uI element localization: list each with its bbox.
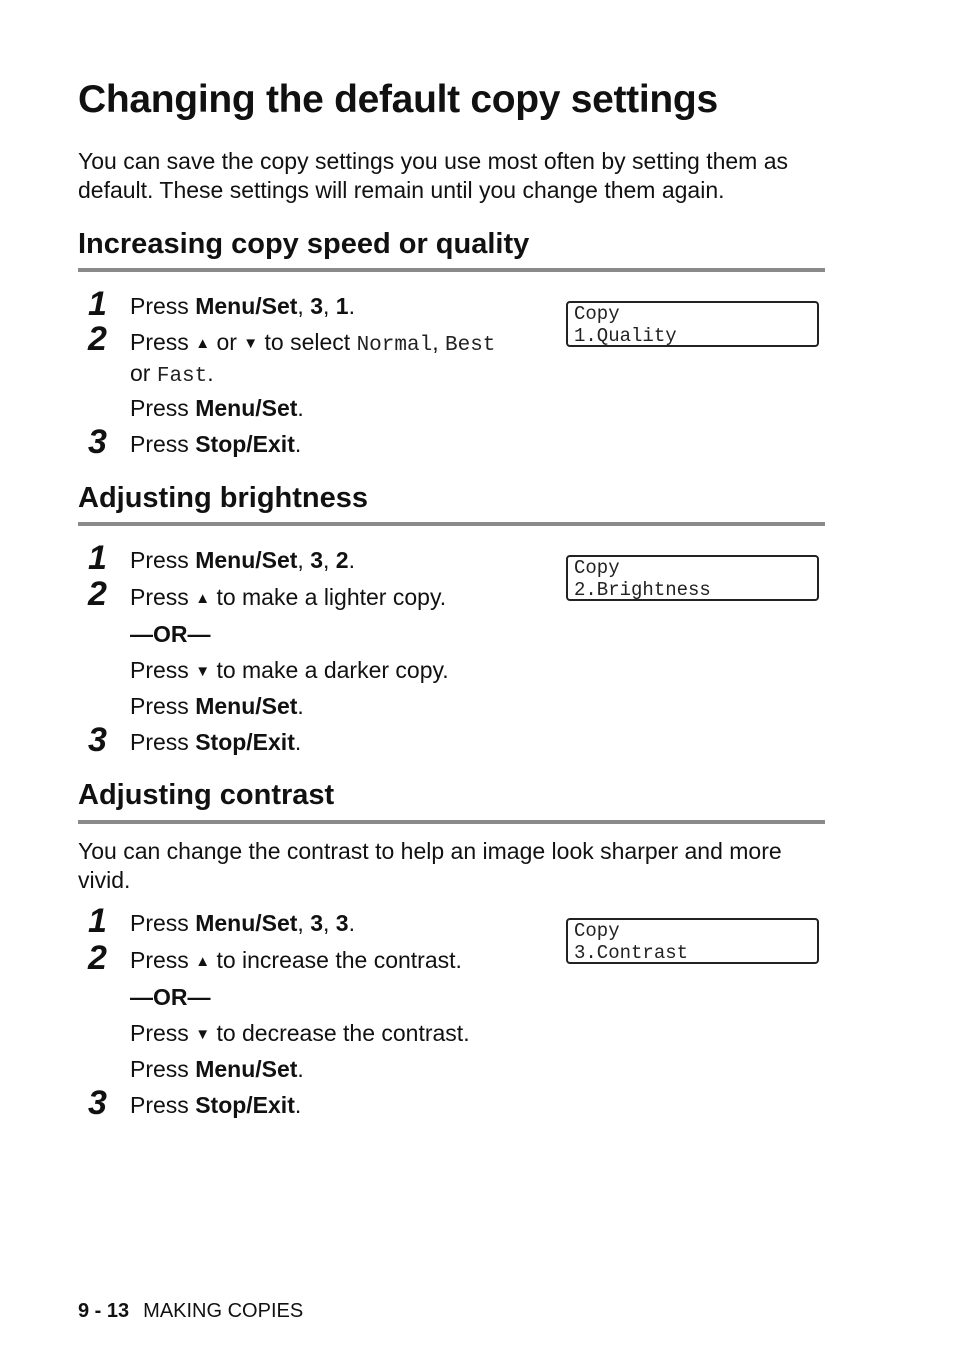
- step-line: or Fast.: [130, 360, 214, 388]
- down-arrow-icon: ▼: [195, 663, 211, 680]
- step-line: Press Menu/Set.: [130, 395, 304, 421]
- page-footer: [78, 1300, 303, 1323]
- or-separator: —OR—: [130, 621, 211, 647]
- page-number: 9 - 13: [78, 1300, 130, 1322]
- step-line: Press ▲ or ▼ to select Normal, Best: [130, 329, 496, 357]
- lcd-display: Copy 3.Contrast: [566, 918, 819, 964]
- intro-paragraph: You can save the copy settings you use most often by setting them as default. These settings will remain until you change them again.: [78, 148, 789, 203]
- page-title: Changing the default copy settings: [78, 78, 718, 121]
- step-line: Press ▲ to make a lighter copy.: [130, 584, 447, 610]
- step-number-1: 1: [88, 539, 107, 577]
- step-line: Press Stop/Exit.: [130, 729, 302, 755]
- section-heading-quality: Increasing copy speed or quality: [78, 228, 530, 260]
- step-line: Press ▼ to make a darker copy.: [130, 657, 449, 683]
- step-line: Press Menu/Set, 3, 3.: [130, 910, 355, 936]
- step-line: Press Menu/Set, 3, 1.: [130, 293, 355, 319]
- section-rule: [78, 268, 825, 272]
- section-rule: [78, 522, 825, 526]
- lcd-display: Copy 2.Brightness: [566, 555, 819, 601]
- step-number-1: 1: [88, 902, 107, 940]
- lcd-display: Copy 1.Quality: [566, 301, 819, 347]
- down-arrow-icon: ▼: [243, 335, 259, 352]
- up-arrow-icon: ▲: [195, 953, 211, 970]
- step-number-2: 2: [88, 575, 107, 613]
- step-number-2: 2: [88, 320, 107, 358]
- step-number-3: 3: [88, 721, 107, 759]
- step-number-3: 3: [88, 423, 107, 461]
- step-line: Press Stop/Exit.: [130, 1092, 302, 1118]
- or-separator: —OR—: [130, 984, 211, 1010]
- section-heading-contrast: Adjusting contrast: [78, 779, 335, 811]
- step-line: Press ▲ to increase the contrast.: [130, 947, 462, 973]
- down-arrow-icon: ▼: [195, 1026, 211, 1043]
- up-arrow-icon: ▲: [195, 590, 211, 607]
- step-number-3: 3: [88, 1084, 107, 1122]
- step-line: Press Menu/Set.: [130, 693, 304, 719]
- step-line: Press ▼ to decrease the contrast.: [130, 1020, 470, 1046]
- step-line: Press Stop/Exit.: [130, 431, 302, 457]
- step-line: Press Menu/Set, 3, 2.: [130, 547, 355, 573]
- chapter-name: MAKING COPIES: [143, 1300, 304, 1322]
- step-number-1: 1: [88, 285, 107, 323]
- section-rule: [78, 820, 825, 824]
- section-heading-brightness: Adjusting brightness: [78, 482, 368, 514]
- step-line: Press Menu/Set.: [130, 1056, 304, 1082]
- section-intro: You can change the contrast to help an image look sharper and more vivid.: [78, 838, 782, 893]
- step-number-2: 2: [88, 939, 107, 977]
- up-arrow-icon: ▲: [195, 335, 211, 352]
